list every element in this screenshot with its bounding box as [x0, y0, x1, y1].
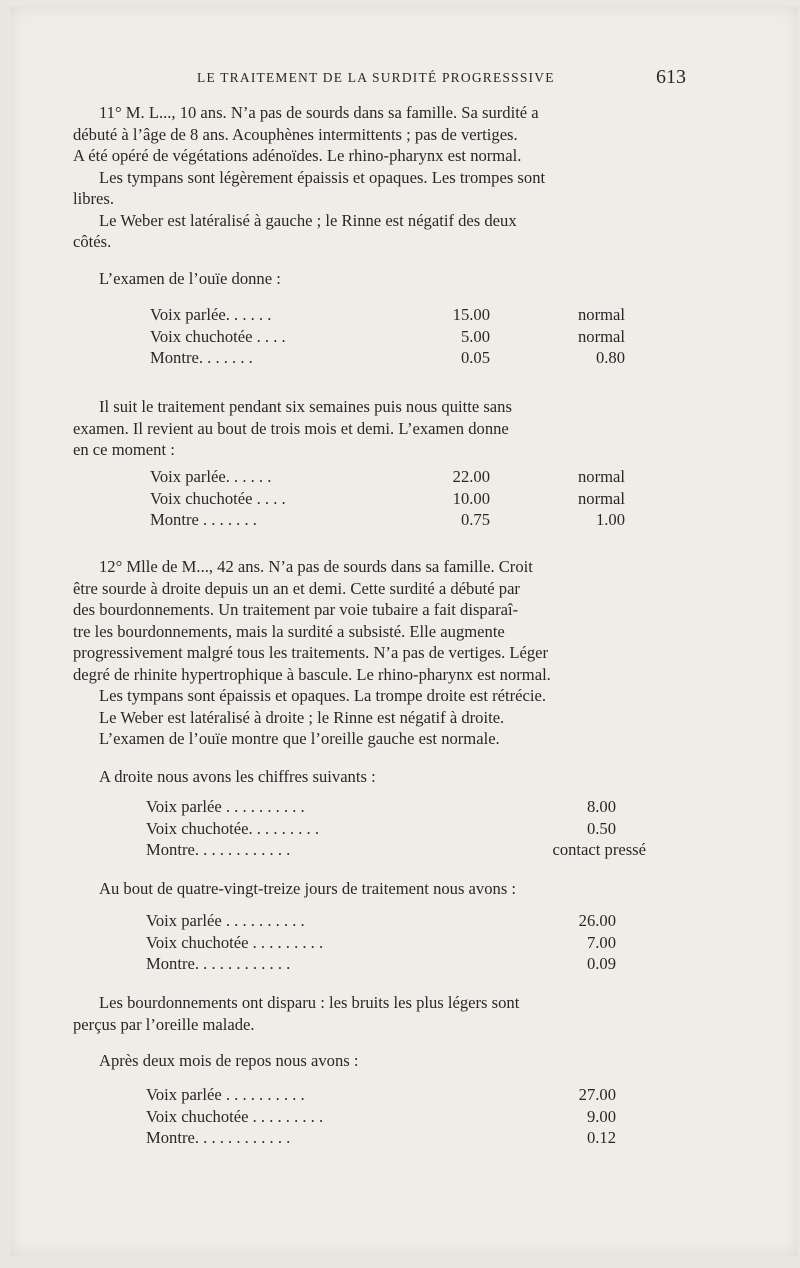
text-line: Les tympans sont légèrement épaissis et opaques. Les trompes sont — [99, 167, 546, 187]
row-label: Voix chuchotée. . . . . . . . . — [146, 818, 319, 838]
table-row — [146, 1084, 646, 1106]
table-row — [146, 953, 646, 975]
case-11-description — [73, 102, 711, 253]
table-row — [146, 818, 646, 840]
text-line: L’examen de l’ouïe montre que l’oreille gauche est normale. — [99, 729, 500, 748]
case-12-description — [73, 556, 711, 750]
row-label: Montre . . . . . . . — [150, 510, 257, 529]
row-value: 1.00 — [595, 510, 625, 529]
hearing-table-right-ear — [146, 796, 646, 861]
after-rest-intro: Après deux mois de repos nous avons : — [99, 1051, 359, 1070]
row-label: Voix parlée . . . . . . . . . . — [146, 911, 305, 930]
row-value: 5.00 — [460, 326, 490, 346]
text-line: degré de rhinite hypertrophique à bascule. Le rhino-pharynx est normal. — [73, 664, 551, 684]
row-value: normal — [577, 488, 625, 508]
row-value: 27.00 — [578, 1085, 616, 1104]
row-value: 15.00 — [452, 305, 490, 324]
row-value: 0.50 — [586, 818, 616, 838]
text-line: perçus par l’oreille malade. — [73, 1014, 255, 1034]
row-value: normal — [577, 467, 625, 486]
text-line: Il suit le traitement pendant six semaines puis nous quitte sans — [99, 397, 512, 416]
hearing-table-after-treatment — [146, 910, 646, 975]
row-label: Montre. . . . . . . . . . . . — [146, 1128, 291, 1147]
text-line: A été opéré de végétations adénoïdes. Le rhino-pharynx est normal. — [73, 146, 522, 165]
text-line: Le Weber est latéralisé à gauche ; le Rinne est négatif des deux — [99, 210, 517, 230]
row-label: Voix parlée . . . . . . . . . . — [146, 1085, 305, 1104]
text-line: Les bourdonnements ont disparu : les bruits les plus légers sont — [99, 993, 520, 1012]
table-row — [146, 1127, 646, 1149]
row-label: Montre. . . . . . . . . . . . — [146, 840, 291, 859]
row-value: 0.75 — [460, 510, 490, 529]
row-label: Montre. . . . . . . . . . . . — [146, 954, 291, 973]
running-title: LE TRAITEMENT DE LA SURDITÉ PROGRESSSIVE — [197, 70, 555, 85]
row-value: 10.00 — [452, 488, 490, 508]
row-value: 0.05 — [460, 348, 490, 367]
exam-intro: L’examen de l’ouïe donne : — [99, 269, 281, 288]
row-label: Voix parlée. . . . . . — [150, 467, 272, 486]
text-line: côtés. — [73, 232, 112, 251]
row-label: Montre. . . . . . . — [150, 348, 253, 367]
row-value: 0.80 — [595, 348, 625, 367]
table-row — [146, 1106, 646, 1128]
table-row — [146, 796, 646, 818]
table-row — [150, 326, 650, 348]
text-line: examen. Il revient au bout de trois mois et demi. L’examen donne — [73, 418, 509, 438]
row-label: Voix chuchotée . . . . . . . . . — [146, 1106, 324, 1126]
row-value: 7.00 — [586, 932, 616, 952]
text-line: tre les bourdonnements, mais la surdité a subsisté. Elle augmente — [73, 621, 505, 641]
text-line: Le Weber est latéralisé à droite ; le Rinne est négatif à droite. — [99, 707, 505, 727]
row-value: 22.00 — [452, 467, 490, 486]
row-value: contact pressé — [552, 840, 646, 859]
row-label: Voix parlée. . . . . . — [150, 305, 272, 324]
text-line: progressivement malgré tous les traitements. N’a pas de vertiges. Léger — [73, 643, 549, 662]
row-value: 0.12 — [586, 1128, 616, 1147]
row-value: 9.00 — [586, 1106, 616, 1126]
table-row — [146, 839, 646, 861]
after-93-days-intro: Au bout de quatre-vingt-treize jours de traitement nous avons : — [99, 879, 517, 898]
hearing-table-after-rest — [146, 1084, 646, 1149]
text-line: être sourde à droite depuis un an et demi. Cette surdité a débuté par — [73, 578, 520, 598]
table-row — [150, 488, 650, 510]
follow-up-text — [73, 396, 711, 461]
row-label: Voix parlée . . . . . . . . . . — [146, 797, 305, 816]
row-value: normal — [577, 326, 625, 346]
text-line: 12° Mlle de M..., 42 ans. N’a pas de sourds dans sa famille. Croit — [99, 557, 533, 576]
text-line: 11° M. L..., 10 ans. N’a pas de sourds dans sa famille. Sa surdité a — [99, 103, 539, 122]
table-row — [150, 304, 650, 326]
text-line: en ce moment : — [73, 440, 175, 459]
row-label: Voix chuchotée . . . . . . . . . — [146, 932, 324, 952]
page-header — [82, 66, 686, 90]
text-line: débuté à l’âge de 8 ans. Acouphènes intermittents ; pas de vertiges. — [73, 124, 518, 144]
page-number: 613 — [656, 66, 686, 88]
row-value: 8.00 — [586, 797, 616, 816]
text-line: Les tympans sont épaissis et opaques. La trompe droite est rétrécie. — [99, 686, 546, 705]
text-line: libres. — [73, 189, 115, 208]
row-label: Voix chuchotée . . . . — [150, 326, 286, 346]
row-label: Voix chuchotée . . . . — [150, 488, 286, 508]
buzzing-text — [73, 992, 711, 1035]
table-row — [146, 932, 646, 954]
table-row — [146, 910, 646, 932]
table-row — [150, 347, 650, 369]
row-value: 26.00 — [578, 911, 616, 930]
right-ear-intro: A droite nous avons les chiffres suivants : — [99, 767, 376, 786]
table-row — [150, 466, 650, 488]
table-row — [150, 509, 650, 531]
row-value: 0.09 — [586, 954, 616, 973]
text-line: des bourdonnements. Un traitement par voie tubaire a fait disparaî- — [73, 600, 519, 619]
book-page — [10, 6, 798, 1256]
row-value: normal — [577, 305, 625, 324]
hearing-table-followup — [150, 466, 650, 531]
hearing-table-initial — [150, 304, 650, 369]
